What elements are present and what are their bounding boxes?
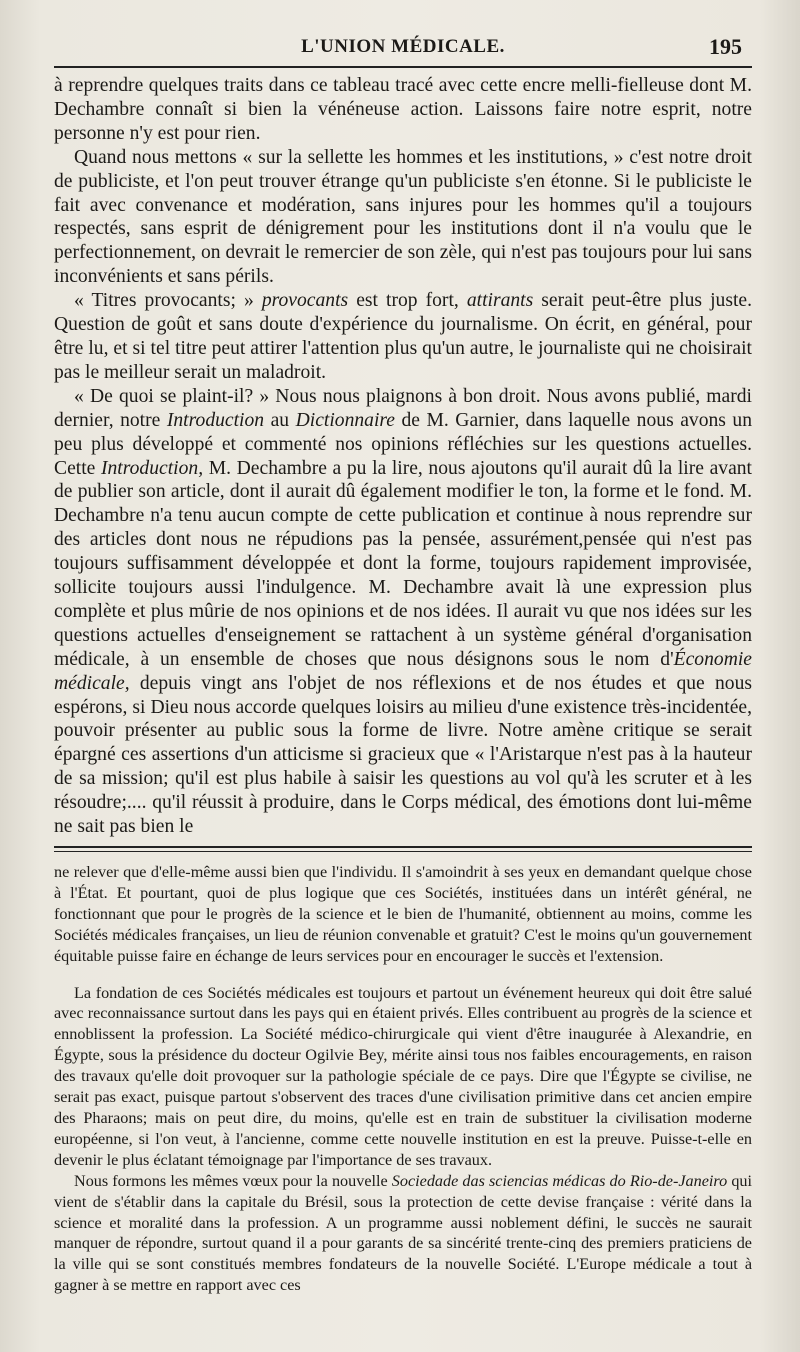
article-body [54,74,752,839]
paragraph-sellette: Quand nous mettons « sur la sellette les hommes et les institutions, » c'est notre droit de publiciste, et l'on peut trouver étrange qu'un publiciste s'en étonne. Si le publiciste le fait avec convenance et modération, sans injures pour les hommes qu'il a toujours respectés, sans esprit de dénigrement pour les institutions dont il n'a voulu que le perfectionnement, on devrait le remercier de son zèle, qui n'est pas toujours pour lui sans inconvénients et sans périls. [54,146,752,288]
paragraph-continuation: à reprendre quelques traits dans ce tableau tracé avec cette encre melli-fielleuse dont M. Dechambre connaît si bien la vénéneuse action. Laissons faire notre esprit, notre personne n'y est pour rien. [54,75,752,144]
journal-title: L'UNION MÉDICALE. [301,36,505,57]
page-number: 195 [709,34,742,59]
feuilleton-divider [54,846,752,852]
header-rule [54,66,752,68]
feuilleton-body [54,862,752,1296]
running-head [54,30,752,66]
feuilleton-paragraph-bresil: Nous formons les mêmes vœux pour la nouvelle Sociedade das sciencias médicas do Rio-de-Janeiro qui vient de s'établir dans la capitale du Brésil, sous la protection de cette devise française : vérité dans la science et moralité dans la profession. A un programme aussi noblement défini, le succès ne saurait manquer de répondre, surtout quand il a pour garants de sa sincérité trente-cinq des premiers praticiens de la ville qui se sont constitués membres fondateurs de la nouvelle Société. L'Europe médicale a tout à gagner à se mettre en rapport avec ces [54,1171,752,1295]
feuilleton-paragraph-fondation: La fondation de ces Sociétés médicales est toujours et partout un événement heureux qui doit être salué avec reconnaissance surtout dans les pays qui en étaient privés. Elles contribuent au progrès de la science et ennoblissent la profession. La Société médico-chirurgicale qui vient d'être inaugurée à Alexandrie, en Égypte, sous la présidence du docteur Ogilvie Bey, mérite ainsi tous nos faibles encouragements, en raison des travaux qu'elle doit provoquer sur la pathologie spéciale de ce pays. Dire que l'Égypte se civilise, ne serait pas exact, puisque partout s'observent des traces d'une civilisation primitive dans cet ancien empire des Pharaons; mais on peut dire, du moins, qu'elle est en train de substituer la civilisation moderne européenne, si l'on veut, à l'ancienne, comme cette nouvelle institution en est la preuve. Puisse-t-elle en devenir le plus éclatant témoignage par l'importance de ses travaux. [54,983,752,1169]
paragraph-titres: « Titres provocants; » provocants est trop fort, attirants serait peut-être plus juste. Question de goût et sans doute d'expérience du journalisme. On écrit, en général, pour être lu, et si tel titre peut attirer l'attention plus qu'un autre, le journaliste qui ne choisirait pas le meilleur serait un maladroit. [54,290,752,383]
feuilleton-paragraph-continuation: ne relever que d'elle-même aussi bien que l'individu. Il s'amoindrit à ses yeux en demandant quelque chose à l'État. Et pourtant, quoi de plus logique que ces Sociétés, instituées dans un intérêt général, ne fonctionnant que pour le progrès de la science et le bien de l'humanité, obtiennent au moins, comme les Sociétés médicales françaises, un lieu de réunion convenable et gratuit? C'est le moins qu'un gouvernement équitable puisse faire en échange de leurs services pour en encourager le succès et l'extension. [54,863,752,965]
paragraph-plainte: « De quoi se plaint-il? » Nous nous plaignons à bon droit. Nous avons publié, mardi dernier, notre Introduction au Dictionnaire de M. Garnier, dans laquelle nous avons un peu plus développé et commenté nos opinions réfléchies sur les questions actuelles. Cette Introduction, M. Dechambre a pu la lire, nous ajoutons qu'il aurait dû la lire avant de publier son article, dont il aurait dû également modifier le ton, la forme et le fond. M. Dechambre n'a tenu aucun compte de cette publication et continue à nous reprendre sur des articles dont nous ne répudions pas la pensée, assurément,pensée qui n'est pas toujours suffisamment développée et dont la forme, toujours rapidement improvisée, sollicite toujours aussi l'indulgence. M. Dechambre avait là une expression plus complète et plus mûrie de nos opinions et de nos idées. Il aurait vu que nos idées sur les questions actuelles d'enseignement se rattachent à un système général d'organisation médicale, à un ensemble de choses que nous désignons sous le nom d'Économie médicale, depuis vingt ans l'objet de nos réflexions et de nos études et que nous espérons, si Dieu nous accorde quelques loisirs au milieu d'une existence très-incidentée, pouvoir présenter au public sous la forme de livre. Notre amène critique se serait épargné ces assertions d'un atticisme si gracieux que « l'Aristarque n'est pas à la hauteur de sa mission; qu'il est plus habile à saisir les questions au vol qu'à les scruter et à les résoudre;.... qu'il réussit à produire, dans le Corps médical, des émotions dont lui-même ne sait pas bien le [54,385,753,838]
